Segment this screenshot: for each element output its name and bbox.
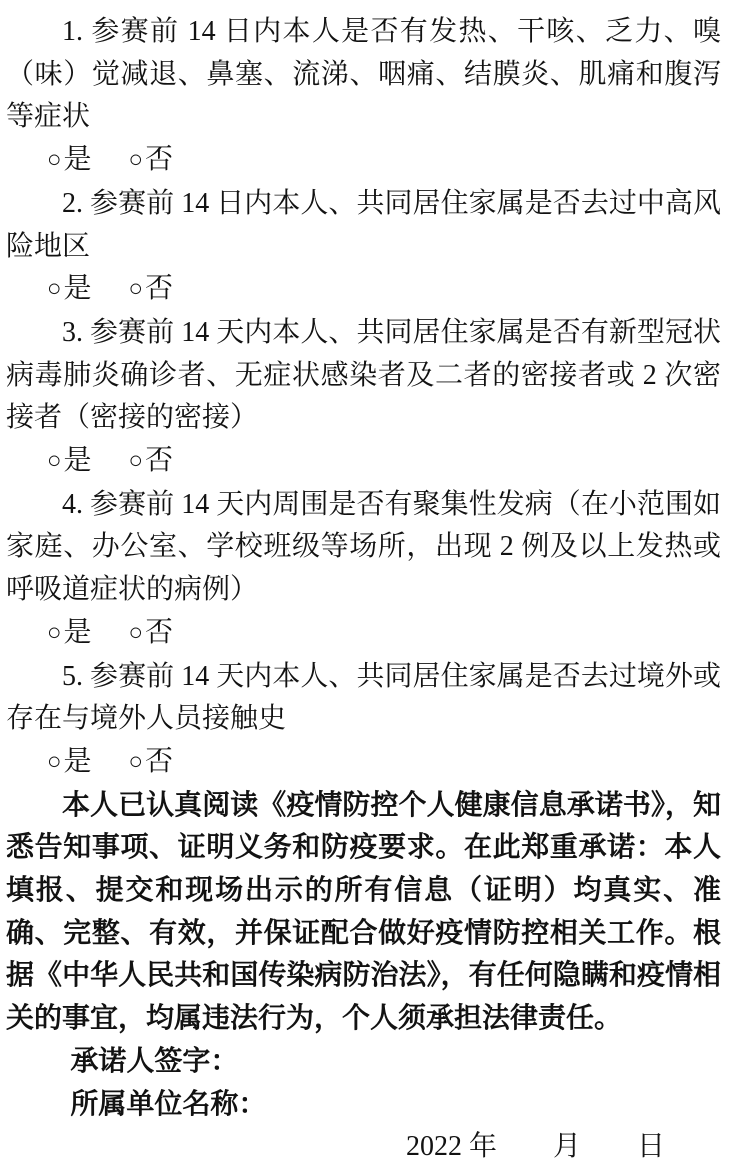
question-3-option-yes[interactable]: [47, 440, 92, 484]
radio-circle-icon: ○: [128, 276, 144, 303]
question-1-option-no[interactable]: [129, 139, 174, 183]
no-option-label: 否: [145, 445, 174, 477]
radio-circle-icon: ○: [128, 619, 144, 646]
radio-circle-icon: ○: [47, 448, 62, 475]
question-3-text: 3. 参赛前 14 天内本人、共同居住家属是否有新型冠状病毒肺炎确诊者、无症状感染者及二者的密接者或 2 次密接者（密接的密接）: [6, 316, 721, 434]
yes-option-label: 是: [63, 445, 92, 477]
organization-name-label: 所属单位名称：: [70, 1088, 267, 1120]
radio-circle-icon: ○: [128, 448, 144, 475]
question-5-option-yes[interactable]: [47, 741, 92, 785]
question-2-option-no[interactable]: [129, 268, 174, 312]
question-2-option-yes[interactable]: [47, 268, 92, 312]
question-4-text: 4. 参赛前 14 天内周围是否有聚集性发病（在小范围如家庭、办公室、学校班级等场所，出现 2 例及以上发热或呼吸道症状的病例）: [6, 488, 721, 606]
question-5-text: 5. 参赛前 14 天内本人、共同居住家属是否去过境外或存在与境外人员接触史: [6, 660, 721, 735]
question-3-option-no[interactable]: [129, 440, 174, 484]
date-line: 2022 年 月 日: [405, 1131, 665, 1163]
question-5-option-no[interactable]: [129, 741, 174, 785]
question-4-option-yes[interactable]: [47, 612, 92, 656]
yes-option-label: 是: [63, 616, 92, 648]
question-2-text: 2. 参赛前 14 日内本人、共同居住家属是否去过中高风险地区: [6, 187, 721, 262]
radio-circle-icon: ○: [47, 748, 62, 775]
question-4-answer-row: [6, 612, 721, 656]
question-2-answer-row: [6, 268, 721, 312]
yes-option-label: 是: [63, 144, 92, 176]
question-4-option-no[interactable]: [129, 612, 174, 656]
question-3-answer-row: [6, 440, 721, 484]
question-1-option-yes[interactable]: [47, 139, 92, 183]
question-1-text: 1. 参赛前 14 日内本人是否有发热、干咳、乏力、嗅（味）觉减退、鼻塞、流涕、咽痛、结膜炎、肌痛和腹泻等症状: [6, 16, 721, 133]
radio-circle-icon: ○: [47, 147, 62, 174]
radio-circle-icon: ○: [128, 748, 144, 775]
radio-circle-icon: ○: [128, 147, 144, 174]
no-option-label: 否: [145, 745, 174, 777]
yes-option-label: 是: [63, 745, 92, 777]
commitment-paragraph: 本人已认真阅读《疫情防控个人健康信息承诺书》，知悉告知事项、证明义务和防疫要求。在此郑重承诺：本人填报、提交和现场出示的所有信息（证明）均真实、准确、完整、有效，并保证配合做好疫情防控相关工作。根据《中华人民共和国传染病防治法》，有任何隐瞒和疫情相关的事宜，均属违法行为，个人须承担法律责任。: [6, 789, 721, 1035]
signer-signature-label: 承诺人签字：: [70, 1045, 239, 1077]
radio-circle-icon: ○: [47, 619, 62, 646]
no-option-label: 否: [145, 616, 174, 648]
question-5-answer-row: [6, 741, 721, 785]
question-1-answer-row: [6, 139, 721, 183]
radio-circle-icon: ○: [47, 276, 62, 303]
no-option-label: 否: [145, 273, 174, 305]
no-option-label: 否: [145, 144, 174, 176]
yes-option-label: 是: [63, 273, 92, 305]
